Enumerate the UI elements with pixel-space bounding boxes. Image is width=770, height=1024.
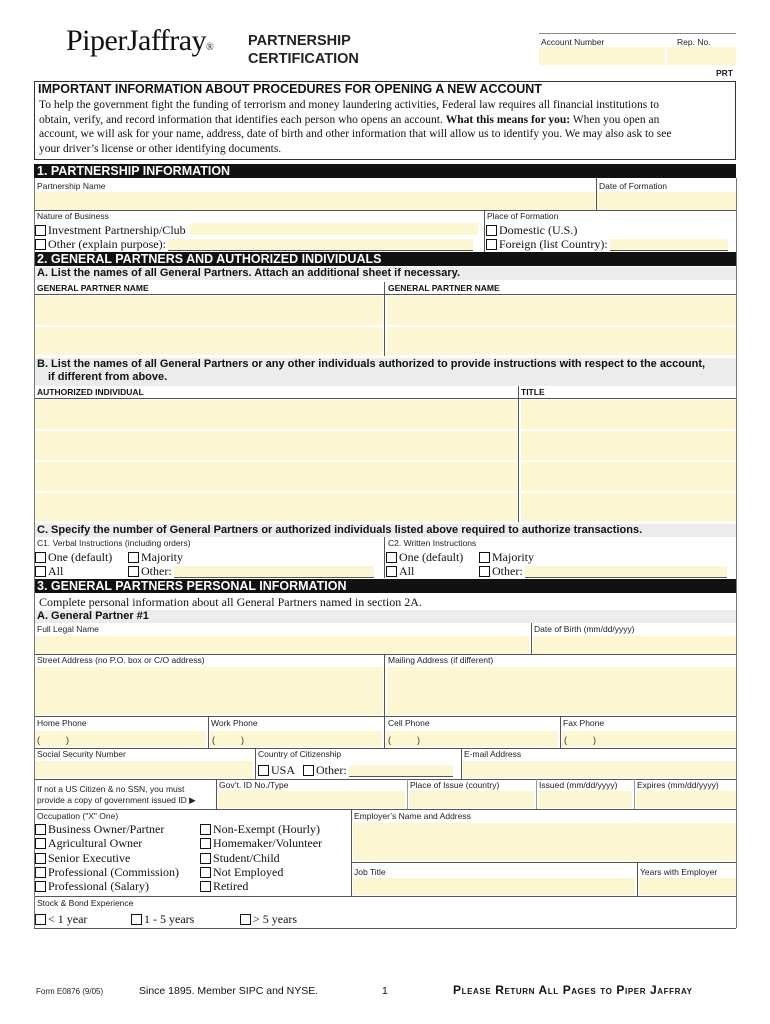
years-employer-field[interactable] xyxy=(639,878,736,895)
street-address-label: Street Address (no P.O. box or C/O address) xyxy=(37,655,205,665)
foreign-country-input[interactable] xyxy=(610,239,728,251)
c2-other-input[interactable] xyxy=(525,566,727,578)
general-partner-1-2[interactable] xyxy=(387,296,736,325)
c1-label: C1. Verbal Instructions (including orders) xyxy=(37,538,191,548)
place-of-formation-label: Place of Formation xyxy=(487,211,559,221)
date-of-formation-field[interactable] xyxy=(597,192,736,210)
page-number: 1 xyxy=(382,985,388,997)
partnership-name-field[interactable] xyxy=(35,192,595,210)
general-partner-2-2[interactable] xyxy=(387,327,736,355)
c1-other-input[interactable] xyxy=(174,566,374,578)
checkbox[interactable] xyxy=(303,765,314,776)
occupation-option[interactable]: Senior Executive xyxy=(35,851,130,866)
dob-field[interactable] xyxy=(533,636,736,654)
section2b-heading: B. List the names of all General Partners or any other individuals authorized to provide instructions with respect to the account, if different from above. xyxy=(34,358,736,386)
checkbox[interactable] xyxy=(35,881,46,892)
form-title: PARTNERSHIP CERTIFICATION xyxy=(248,33,359,67)
checkbox[interactable] xyxy=(200,853,211,864)
rep-no-field[interactable] xyxy=(667,47,736,65)
account-number-label: Account Number xyxy=(541,37,605,47)
stock-bond-label: Stock & Bond Experience xyxy=(37,898,134,908)
fax-phone-label: Fax Phone xyxy=(563,718,605,728)
expires-field[interactable] xyxy=(636,791,736,808)
occupation-option[interactable]: Professional (Salary) xyxy=(35,879,149,894)
section2-heading: 2. GENERAL PARTNERS AND AUTHORIZED INDIVIDUALS xyxy=(34,252,736,266)
non-us-note: If not a US Citizen & no SSN, you must provide a copy of government issued ID ▶ xyxy=(37,784,196,805)
prt-code: PRT xyxy=(716,68,733,78)
checkbox[interactable] xyxy=(35,914,46,925)
general-partner-1-1[interactable] xyxy=(35,296,383,325)
checkbox[interactable] xyxy=(258,765,269,776)
occupation-option[interactable]: Retired xyxy=(200,879,248,894)
checkbox[interactable] xyxy=(128,566,139,577)
checkbox[interactable] xyxy=(35,838,46,849)
checkbox[interactable] xyxy=(486,239,497,250)
section3-heading: 3. GENERAL PARTNERS PERSONAL INFORMATION xyxy=(34,579,736,593)
cell-phone-label: Cell Phone xyxy=(388,718,430,728)
col-general-partner-1: GENERAL PARTNER NAME xyxy=(37,283,149,293)
full-legal-name-field[interactable] xyxy=(35,636,529,654)
occupation-option[interactable]: Homemaker/Volunteer xyxy=(200,836,322,851)
col-title: TITLE xyxy=(521,387,545,397)
checkbox[interactable] xyxy=(200,881,211,892)
ssn-field[interactable] xyxy=(35,761,253,778)
checkbox[interactable] xyxy=(240,914,251,925)
employer-field[interactable] xyxy=(353,823,736,861)
checkbox[interactable] xyxy=(386,552,397,563)
issued-label: Issued (mm/dd/yyyy) xyxy=(539,780,618,790)
c2-all[interactable]: All xyxy=(386,564,414,579)
occupation-label: Occupation ("X" One) xyxy=(37,811,119,821)
checkbox[interactable] xyxy=(131,914,142,925)
work-phone-label: Work Phone xyxy=(211,718,258,728)
section3a-heading: A. General Partner #1 xyxy=(34,610,736,623)
authorized-row-1-name[interactable] xyxy=(35,400,517,429)
opt-other-purpose[interactable]: Other (explain purpose): xyxy=(35,237,473,252)
occupation-option[interactable]: Not Employed xyxy=(200,865,283,880)
date-of-formation-label: Date of Formation xyxy=(599,181,668,191)
opt-foreign[interactable]: Foreign (list Country): xyxy=(486,237,728,252)
checkbox[interactable] xyxy=(35,867,46,878)
occupation-option[interactable]: Agricultural Owner xyxy=(35,836,142,851)
other-purpose-input[interactable] xyxy=(168,239,473,251)
occupation-option[interactable]: Business Owner/Partner xyxy=(35,822,164,837)
govt-id-label: Gov’t. ID No./Type xyxy=(219,780,289,790)
nature-of-business-label: Nature of Business xyxy=(37,211,109,221)
mailing-address-field[interactable] xyxy=(387,667,736,715)
checkbox[interactable] xyxy=(35,566,46,577)
section3-intro: Complete personal information about all General Partners named in section 2A. xyxy=(39,595,422,609)
email-field[interactable] xyxy=(463,761,736,778)
exp-less-1[interactable]: < 1 year xyxy=(35,912,87,927)
job-title-field[interactable] xyxy=(353,878,635,895)
mailing-address-label: Mailing Address (if different) xyxy=(388,655,494,665)
section2a-heading: A. List the names of all General Partners. Attach an additional sheet if necessary. xyxy=(34,267,736,280)
rep-no-label: Rep. No. xyxy=(677,37,711,47)
important-text: To help the government fight the funding of terrorism and money laundering activities, Federal law requires all financial institutions to obtain, verify, and record information that identifies each person who opens an account. What this means for you: When you open an account, we will ask for your name, address, date of birth and other information that will allow us to identify you. We may also ask to see your driver’s license or other identifying documents. xyxy=(39,99,672,155)
checkbox[interactable] xyxy=(200,867,211,878)
checkbox[interactable] xyxy=(386,566,397,577)
full-legal-name-label: Full Legal Name xyxy=(37,624,99,634)
checkbox[interactable] xyxy=(479,552,490,563)
country-citizenship-label: Country of Citizenship xyxy=(258,749,342,759)
form-number: Form E0876 (9/05) xyxy=(36,987,104,996)
checkbox[interactable] xyxy=(35,552,46,563)
exp-1-5[interactable]: 1 - 5 years xyxy=(131,912,194,927)
section1-heading: 1. PARTNERSHIP INFORMATION xyxy=(34,164,736,178)
authorized-row-3-name[interactable] xyxy=(35,462,517,491)
authorized-row-4-name[interactable] xyxy=(35,493,517,521)
checkbox[interactable] xyxy=(486,225,497,236)
partnership-name-label: Partnership Name xyxy=(37,181,106,191)
checkbox[interactable] xyxy=(35,853,46,864)
checkbox[interactable] xyxy=(200,824,211,835)
home-phone-label: Home Phone xyxy=(37,718,87,728)
ssn-label: Social Security Number xyxy=(37,749,126,759)
c1-all[interactable]: All xyxy=(35,564,63,579)
occupation-option[interactable]: Non-Exempt (Hourly) xyxy=(200,822,320,837)
authorized-row-2-title[interactable] xyxy=(521,431,736,460)
c1-other[interactable]: Other: xyxy=(128,564,374,579)
job-title-label: Job Title xyxy=(354,867,386,877)
email-label: E-mail Address xyxy=(464,749,522,759)
since-text: Since 1895. Member SIPC and NYSE. xyxy=(139,985,319,997)
section2c-heading: C. Specify the number of General Partners or authorized individuals listed above required to authorize transactions. xyxy=(34,524,736,537)
checkbox[interactable] xyxy=(35,239,46,250)
employer-label: Employer’s Name and Address xyxy=(354,811,471,821)
occupation-option[interactable]: Professional (Commission) xyxy=(35,865,179,880)
exp-more-5[interactable]: > 5 years xyxy=(240,912,297,927)
authorized-row-1-title[interactable] xyxy=(521,400,736,429)
authorized-row-4-title[interactable] xyxy=(521,493,736,521)
account-number-field[interactable] xyxy=(539,47,665,65)
other-country-input[interactable] xyxy=(349,765,453,777)
street-address-field[interactable] xyxy=(35,667,383,715)
place-of-issue-field[interactable] xyxy=(409,791,534,808)
checkbox[interactable] xyxy=(35,225,46,236)
logo: PiperJaffray® xyxy=(66,24,214,57)
checkbox[interactable] xyxy=(479,566,490,577)
authorized-row-3-title[interactable] xyxy=(521,462,736,491)
return-notice: Please Return All Pages to Piper Jaffray xyxy=(453,983,693,997)
col-general-partner-2: GENERAL PARTNER NAME xyxy=(388,283,500,293)
important-heading: IMPORTANT INFORMATION ABOUT PROCEDURES FOR OPENING A NEW ACCOUNT xyxy=(38,82,542,96)
c1-majority[interactable]: Majority xyxy=(128,550,183,565)
occupation-option[interactable]: Student/Child xyxy=(200,851,280,866)
opt-domestic[interactable]: Domestic (U.S.) xyxy=(486,223,577,238)
opt-investment-club[interactable]: Investment Partnership/Club xyxy=(35,223,186,238)
col-authorized-individual: AUTHORIZED INDIVIDUAL xyxy=(37,387,144,397)
dob-label: Date of Birth (mm/dd/yyyy) xyxy=(534,624,635,634)
c1-one[interactable]: One (default) xyxy=(35,550,112,565)
checkbox[interactable] xyxy=(35,824,46,835)
opt-usa[interactable]: USA xyxy=(258,763,295,778)
c2-label: C2. Written Instructions xyxy=(388,538,477,548)
opt-other-country[interactable]: Other: xyxy=(303,763,453,778)
checkbox[interactable] xyxy=(200,838,211,849)
general-partner-2-1[interactable] xyxy=(35,327,383,355)
place-of-issue-label: Place of Issue (country) xyxy=(410,780,500,790)
c2-one[interactable]: One (default) xyxy=(386,550,463,565)
issued-field[interactable] xyxy=(538,791,632,808)
govt-id-field[interactable] xyxy=(218,791,405,808)
years-employer-label: Years with Employer xyxy=(640,867,718,877)
c2-other[interactable]: Other: xyxy=(479,564,727,579)
c2-majority[interactable]: Majority xyxy=(479,550,534,565)
authorized-row-2-name[interactable] xyxy=(35,431,517,460)
expires-label: Expires (mm/dd/yyyy) xyxy=(637,780,719,790)
checkbox[interactable] xyxy=(128,552,139,563)
